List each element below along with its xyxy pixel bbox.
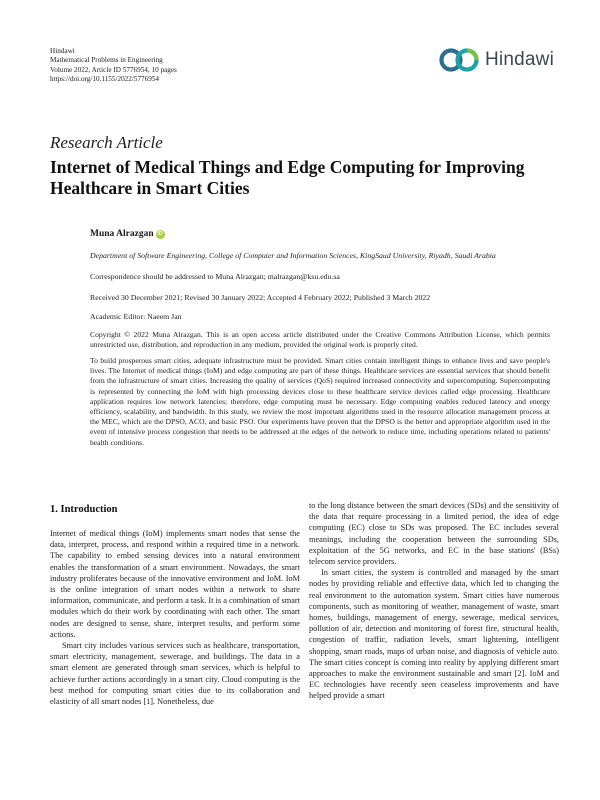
body-column-right <box>309 500 559 702</box>
volume-info: Volume 2022, Article ID 5776954, 10 pages <box>50 65 177 74</box>
publisher-name: Hindawi <box>50 47 75 55</box>
article-title: Internet of Medical Things and Edge Computing for Improving Healthcare in Smart Cities <box>50 157 525 198</box>
affiliation: Department of Software Engineering, College of Computer and Information Sciences, KingSaud University, Riyadh, Saudi Arabia <box>90 251 496 260</box>
journal-info <box>50 47 177 85</box>
section-heading: 1. Introduction <box>50 504 118 515</box>
author-line <box>90 229 165 239</box>
journal-name: Mathematical Problems in Engineering <box>50 56 163 65</box>
hindawi-logo <box>438 46 554 74</box>
paragraph: Smart city includes various services such as healthcare, transportation, smart electricity, management, sewerage, and buildings. The data in a smart element are generated through smart services, which is helpful to achieve further actions accordingly in a smart city. Cloud computing is the best method for computing smart cities due to its collaboration and elasticity of all smart nodes [1]. Nonetheless, due <box>50 641 300 707</box>
orcid-icon[interactable]: iD <box>157 230 163 237</box>
paragraph: In smart cities, the system is controlled and managed by the smart nodes by providing reliable and effective data, which led to changing the real environment to the automation system. Smart cities have numerous components, such as monitoring of weather, management of waste, smart homes, buildings, management of energy, sewerage, medical services, pollution of air, detection and monitoring of forest fire, structural health, congestion of traffic, radiation levels, smart lightening, intelligent shopping, smart roads, maps of urban noise, and diagnosis of vehicle auto. The smart cities concept is coming into reality by applying different smart approaches to make the environment sustainable and smart [2]. IoM and EC technologies have recently seen ceaseless improvements and have helped provide a smart <box>309 568 559 701</box>
doi-link[interactable]: https://doi.org/10.1155/2022/5776954 <box>50 75 160 84</box>
correspondence: Correspondence should be addressed to Muna Alrazgan; malrazgan@ksu.edu.sa <box>90 272 340 281</box>
logo-text: Hindawi <box>485 49 554 70</box>
academic-editor: Academic Editor: Naeem Jan <box>90 312 182 321</box>
paragraph: to the long distance between the smart devices (SDs) and the sensitivity of the data that require processing in a limited period, the idea of edge computing (EC) close to SDs was proposed. The EC includes several meanings, including the cooperation between the surrounding SDs, exploitation of the 5G networks, and EC in the base stations' (BSs) telecom service providers. <box>309 501 559 567</box>
copyright-notice: Copyright © 2022 Muna Alrazgan. This is an open access article distributed under the Creative Commons Attribution License, which permits unrestricted use, distribution, and reproduction in any medium, provided the original work is properly cited. <box>90 330 550 349</box>
author-name[interactable]: Muna Alrazgan <box>90 229 154 239</box>
hindawi-rings-icon <box>438 46 482 74</box>
body-column-left <box>50 500 300 707</box>
paragraph: Internet of medical things (IoM) implements smart nodes that sense the data, interpret, process, and respond within a required time in a network. The capability to embed sensing devices into a natural environment enables the transformation of a smart environment. Nowadays, the smart industry proliferates because of the innovative environment and IoM. IoM is the online integration of smart nodes within a network to share information, communicate, and perform a task. It is a combination of smart modules which do their work by coordinating with each other. The smart nodes are designed to sense, share, interpret results, and perform some actions. <box>50 529 300 639</box>
abstract: To build prosperous smart cities, adequate infrastructure must be provided. Smart cities contain intelligent things to enhance lives and save people's lives. The Internet of medical things (IoM) and edge computing are part of these things. Healthcare services are essential services that should benefit from the infrastructure of smart cities. Increasing the quality of services (QoS) required increased connectivity and supercomputing. Supercomputing is represented by connecting the IoM with high processing devices close to these healthcare service devices called edge processing. Healthcare application requires low network latencies; therefore, edge computing must be necessary. Edge computing enables reduced latency and energy efficiency, scalability, and bandwidth. In this study, we review the most important algorithms used in the resource allocation management process at the MEC, which are the DPSO, ACO, and basic PSO. Our experiments have proven that the DPSO is the better and appropriate algorithm used in the event of intensive process congestion that needs to be addressed at the edges of the network to reduce time, including operations related to patients' health conditions. <box>90 356 550 447</box>
article-type: Research Article <box>50 133 163 152</box>
publication-dates: Received 30 December 2021; Revised 30 January 2022; Accepted 4 February 2022; Published 3 March 2022 <box>90 293 431 302</box>
